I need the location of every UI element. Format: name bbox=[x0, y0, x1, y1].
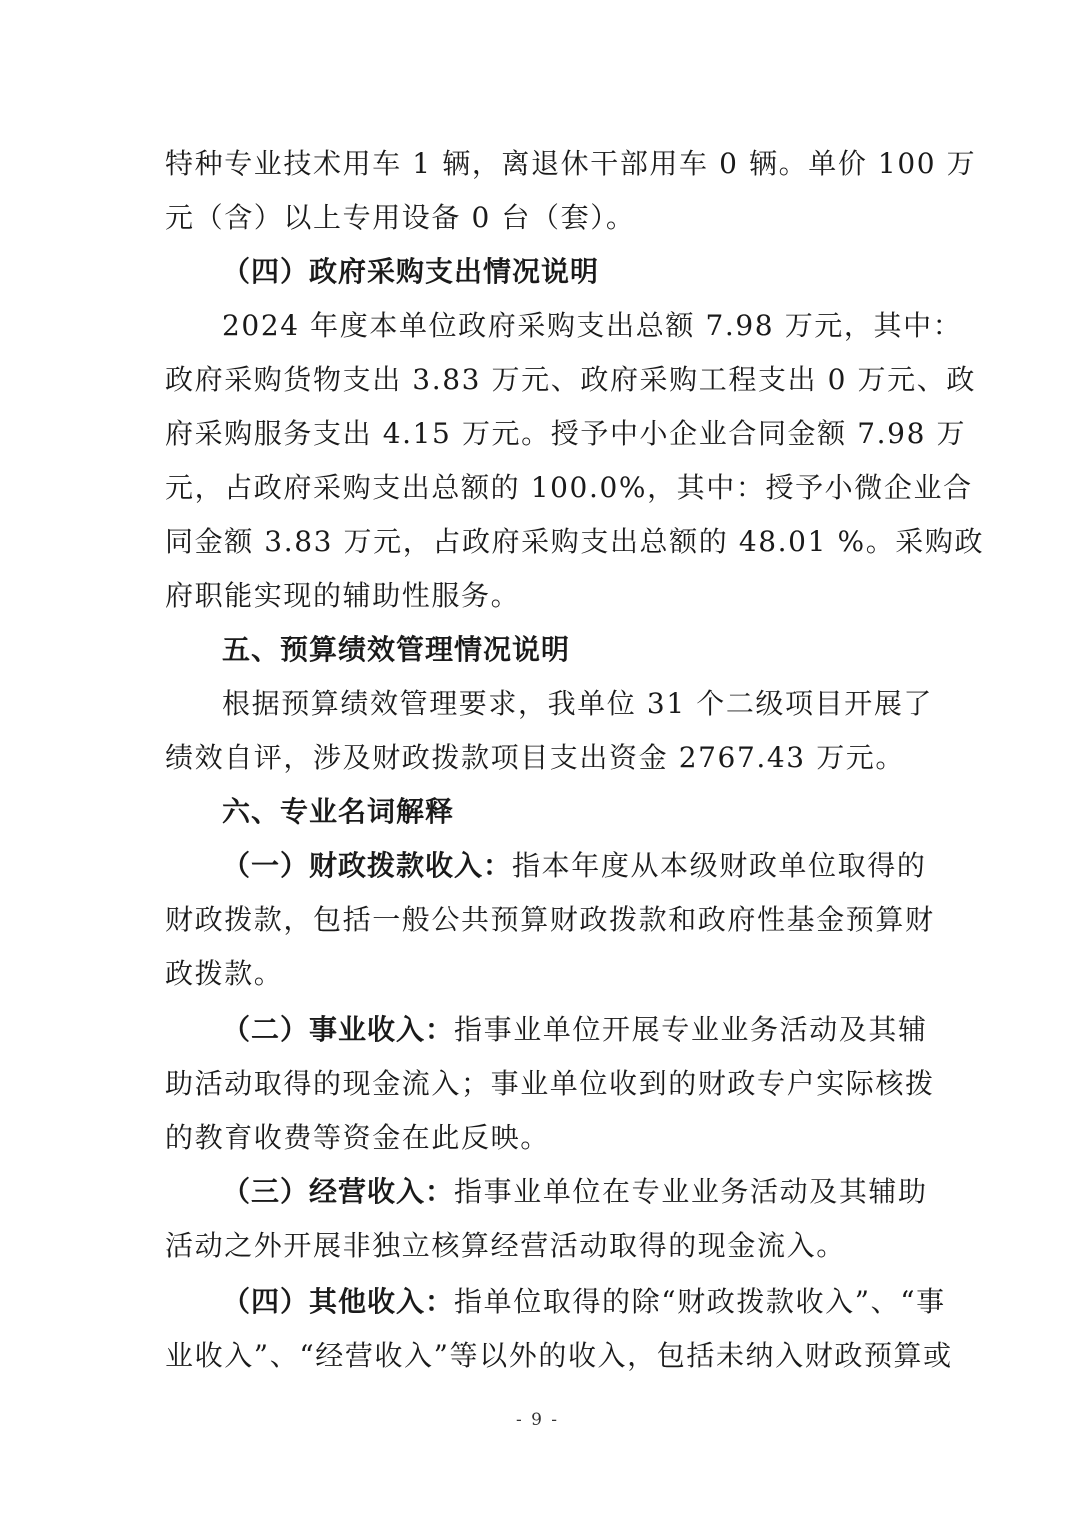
paragraph-line: 府采购服务支出 4.15 万元。授予中小企业合同金额 7.98 万 bbox=[165, 417, 967, 450]
glossary-definition: 指本年度从本级财政单位取得的 bbox=[512, 849, 927, 882]
glossary-term-label: （一）财政拨款收入： bbox=[222, 849, 513, 882]
glossary-term-label: （三）经营收入： bbox=[222, 1175, 455, 1208]
glossary-term-label: （二）事业收入： bbox=[222, 1013, 455, 1046]
glossary-term-line bbox=[222, 1172, 928, 1212]
glossary-definition: 指事业单位在专业业务活动及其辅助 bbox=[454, 1175, 928, 1208]
paragraph-line: 政拨款。 bbox=[165, 957, 284, 990]
paragraph-line: 绩效自评，涉及财政拨款项目支出资金 2767.43 万元。 bbox=[165, 741, 905, 774]
section-heading-performance: 五、预算绩效管理情况说明 bbox=[222, 633, 571, 666]
page-number: - 9 - bbox=[515, 1410, 560, 1430]
paragraph-line: 财政拨款，包括一般公共预算财政拨款和政府性基金预算财 bbox=[165, 903, 935, 936]
glossary-term-line bbox=[222, 846, 927, 886]
glossary-definition: 指单位取得的除“财政拨款收入”、“事 bbox=[454, 1285, 946, 1318]
paragraph-line: 根据预算绩效管理要求，我单位 31 个二级项目开展了 bbox=[222, 687, 934, 720]
paragraph-line: 业收入”、“经营收入”等以外的收入，包括未纳入财政预算或 bbox=[165, 1339, 953, 1372]
paragraph-line: 助活动取得的现金流入；事业单位收到的财政专户实际核拨 bbox=[165, 1067, 935, 1100]
glossary-term-line bbox=[222, 1282, 946, 1322]
subsection-heading-procurement: （四）政府采购支出情况说明 bbox=[222, 255, 600, 288]
paragraph-line: 府职能实现的辅助性服务。 bbox=[165, 579, 521, 612]
paragraph-line: 同金额 3.83 万元，占政府采购支出总额的 48.01 %。采购政 bbox=[165, 525, 985, 558]
glossary-term-label: （四）其他收入： bbox=[222, 1285, 455, 1318]
paragraph-line: 的教育收费等资金在此反映。 bbox=[165, 1121, 550, 1154]
glossary-definition: 指事业单位开展专业业务活动及其辅 bbox=[454, 1013, 928, 1046]
paragraph-line: 政府采购货物支出 3.83 万元、政府采购工程支出 0 万元、政 bbox=[165, 363, 976, 396]
paragraph-line: 2024 年度本单位政府采购支出总额 7.98 万元，其中： bbox=[222, 309, 963, 342]
paragraph-line: 特种专业技术用车 1 辆，离退休干部用车 0 辆。单价 100 万 bbox=[165, 147, 977, 180]
paragraph-line: 元，占政府采购支出总额的 100.0%，其中：授予小微企业合 bbox=[165, 471, 973, 504]
paragraph-line: 活动之外开展非独立核算经营活动取得的现金流入。 bbox=[165, 1229, 846, 1262]
paragraph-line: 元（含）以上专用设备 0 台（套）。 bbox=[165, 201, 636, 234]
section-heading-glossary: 六、专业名词解释 bbox=[222, 795, 455, 828]
glossary-term-line bbox=[222, 1010, 928, 1050]
